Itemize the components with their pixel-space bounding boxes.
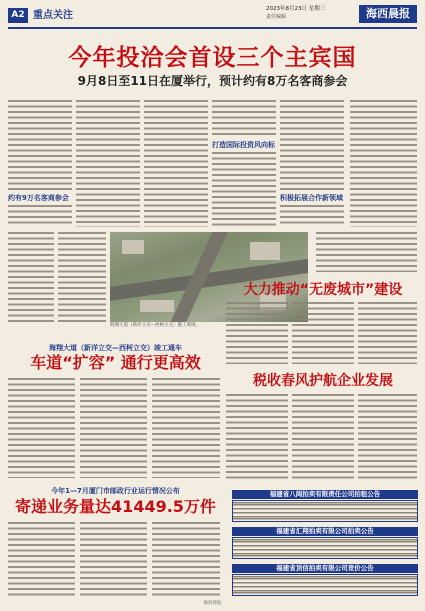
city-body-col2 [292, 302, 354, 364]
ad-box-3 [232, 564, 418, 597]
lead-body-col3 [144, 100, 208, 227]
city-headline: 大力推动“无废城市”建设 [243, 282, 403, 298]
section-title: 重点关注 [33, 10, 73, 21]
ad-title-1: 福建省八闽拍卖有限责任公司拍租公告 [232, 490, 418, 499]
newspaper-logo: 海西晨报 [359, 5, 417, 23]
editor-line: 责任编辑 [266, 14, 287, 20]
ad-body-3 [232, 574, 418, 596]
photo-caption: 海翔大道（新洋立交—西柯立交）施工现场。 [110, 323, 200, 328]
tax-headline: 税收春风护航企业发展 [253, 373, 393, 389]
header-rule [8, 27, 417, 29]
page-footer: 海西晨报 [203, 601, 222, 606]
city-body-col1 [226, 302, 288, 364]
lead-body-col5 [280, 100, 344, 192]
tax-body-col2 [292, 394, 354, 482]
road-headline: 车道“扩容” 通行更高效 [30, 353, 201, 372]
lead-subhead-1: 约有9万名客商参会 [8, 194, 69, 202]
tax-body-col3 [358, 394, 417, 482]
road-kicker: 海翔大道（新洋立交—西柯立交）竣工通车 [49, 344, 182, 352]
lead-body-col2 [76, 100, 140, 227]
lead-subheadline: 9月8日至11日在厦举行，预计约有8万名客商参会 [77, 74, 348, 88]
lead-cont-col1 [8, 232, 54, 324]
ad-box-2 [232, 527, 418, 560]
lead-body-col6 [350, 100, 417, 227]
lead-body-col4 [212, 100, 276, 138]
road-body-col3 [152, 378, 220, 478]
lead-body-col5b [280, 205, 344, 227]
lead-headline: 今年投洽会首设三个主宾国 [68, 45, 357, 71]
lead-body-col1b [8, 205, 72, 227]
lead-body-col1 [8, 100, 72, 192]
ad-body-1 [232, 500, 418, 522]
ad-title-3: 福建省顶信拍卖有限公司竞价公告 [232, 564, 418, 573]
right-body-top [316, 232, 417, 272]
road-body-col1 [8, 378, 75, 478]
issue-date: 2023年8月23日 星期三 [266, 6, 326, 12]
postal-body-col1 [8, 522, 75, 596]
postal-body-col2 [80, 522, 147, 596]
ad-body-2 [232, 537, 418, 559]
postal-headline: 寄递业务量达41449.5万件 [15, 497, 216, 516]
lead-cont-col2 [58, 232, 106, 324]
lead-subhead-2: 打造国际投资风向标 [212, 141, 275, 149]
postal-kicker: 今年1—7月厦门市邮政行业运行情况公布 [51, 487, 180, 495]
city-body-col3 [358, 302, 417, 364]
lead-subhead-3: 积极拓展合作新领域 [280, 194, 343, 202]
road-body-col2 [80, 378, 147, 478]
ad-title-2: 福建省汇翔拍卖有限公司拍卖公告 [232, 527, 418, 536]
page-number: A2 [8, 8, 28, 23]
ad-box-1 [232, 490, 418, 523]
lead-body-col4b [212, 152, 276, 227]
postal-body-col3 [152, 522, 220, 596]
tax-body-col1 [226, 394, 288, 482]
